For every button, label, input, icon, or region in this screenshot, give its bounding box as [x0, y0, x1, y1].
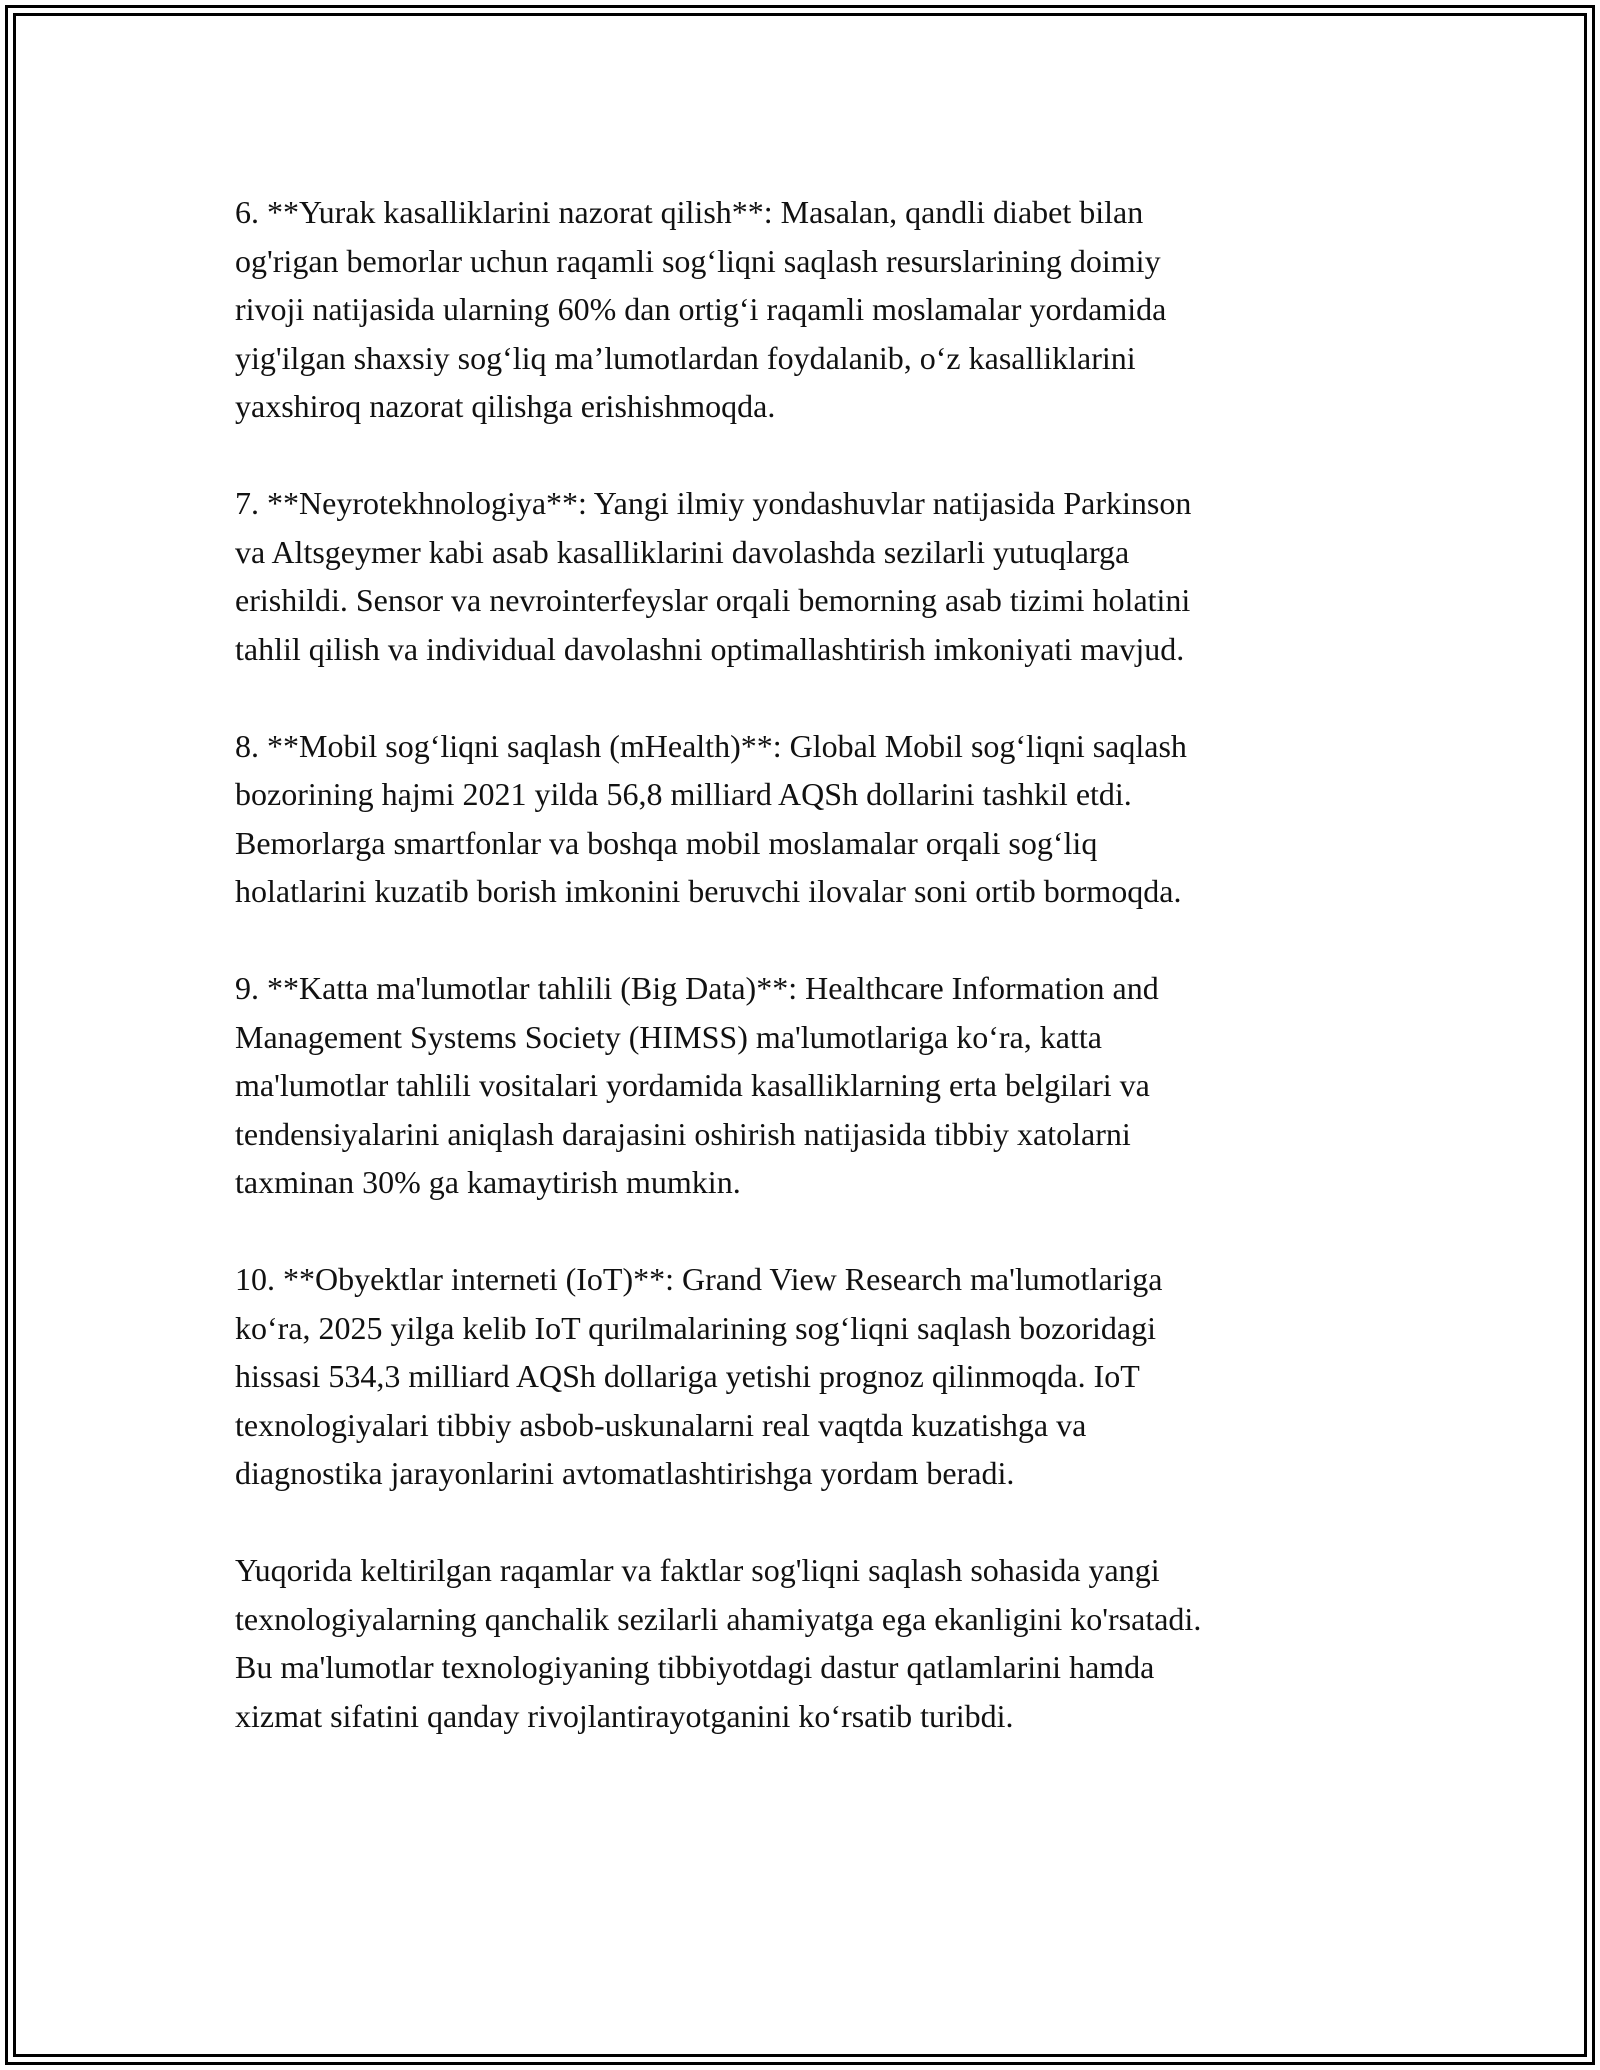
text-line: tendensiyalarini aniqlash darajasini oshirish natijasida tibbiy xatolarni [235, 1115, 1131, 1152]
text-line: texnologiyalarning qanchalik sezilarli ahamiyatga ega ekanligini ko'rsatadi. [235, 1600, 1202, 1637]
text-line: texnologiyalari tibbiy asbob-uskunalarni real vaqtda kuzatishga va [235, 1406, 1087, 1443]
text-line: Yuqorida keltirilgan raqamlar va faktlar sog'liqni saqlash sohasida yangi [235, 1552, 1160, 1588]
text-line: rivoji natijasida ularning 60% dan ortig‘i raqamli moslamalar yordamida [235, 291, 1167, 327]
text-line: yaxshiroq nazorat qilishga erishishmoqda. [235, 388, 776, 424]
text-line: taxminan 30% ga kamaytirish mumkin. [235, 1164, 741, 1200]
paragraph-item-8 [235, 722, 1365, 916]
text-line: tahlil qilish va individual davolashni optimallashtirish imkoniyati mavjud. [235, 630, 1185, 667]
text-line: Bu ma'lumotlar texnologiyaning tibbiyotdagi dastur qatlamlarini hamda [235, 1649, 1155, 1685]
paragraph-item-7 [235, 479, 1365, 673]
text-line: 9. **Katta ma'lumotlar tahlili (Big Data)**: Healthcare Information and [235, 970, 1159, 1006]
text-line: xizmat sifatini qanday rivojlantirayotganini ko‘rsatib turibdi. [235, 1697, 1014, 1734]
text-line: Management Systems Society (HIMSS) ma'lumotlariga ko‘ra, katta [235, 1018, 1102, 1055]
text-line: yig'ilgan shaxsiy sog‘liq ma’lumotlardan foydalanib, o‘z kasalliklarini [235, 339, 1136, 376]
text-line: hissasi 534,3 milliard AQSh dollariga yetishi prognoz qilinmoqda. IoT [235, 1358, 1140, 1394]
paragraph-conclusion [235, 1546, 1365, 1740]
text-line: 10. **Obyektlar interneti (IoT)**: Grand View Research ma'lumotlariga [235, 1261, 1163, 1297]
text-line: 8. **Mobil sog‘liqni saqlash (mHealth)**: Global Mobil sog‘liqni saqlash [235, 727, 1187, 764]
paragraph-item-9 [235, 964, 1365, 1207]
paragraph-item-6 [235, 188, 1365, 431]
text-line: va Altsgeymer kabi asab kasalliklarini davolashda sezilarli yutuqlarga [235, 533, 1130, 570]
text-line: og'rigan bemorlar uchun raqamli sog‘liqni saqlash resurslarining doimiy [235, 242, 1161, 279]
text-line: erishildi. Sensor va nevrointerfeyslar orqali bemorning asab tizimi holatini [235, 582, 1191, 618]
text-line: 7. **Neyrotekhnologiya**: Yangi ilmiy yondashuvlar natijasida Parkinson [235, 485, 1192, 521]
text-line: holatlarini kuzatib borish imkonini beruvchi ilovalar soni ortib bormoqda. [235, 873, 1182, 909]
text-line: diagnostika jarayonlarini avtomatlashtirishga yordam beradi. [235, 1455, 1015, 1491]
paragraph-item-10 [235, 1255, 1365, 1498]
document-body [235, 188, 1365, 1789]
text-line: 6. **Yurak kasalliklarini nazorat qilish**: Masalan, qandli diabet bilan [235, 194, 1144, 230]
text-line: ko‘ra, 2025 yilga kelib IoT qurilmalarining sog‘liqni saqlash bozoridagi [235, 1309, 1156, 1346]
text-line: Bemorlarga smartfonlar va boshqa mobil moslamalar orqali sog‘liq [235, 824, 1098, 861]
text-line: bozorining hajmi 2021 yilda 56,8 milliard AQSh dollarini tashkil etdi. [235, 776, 1132, 812]
text-line: ma'lumotlar tahlili vositalari yordamida kasalliklarning erta belgilari va [235, 1067, 1150, 1103]
